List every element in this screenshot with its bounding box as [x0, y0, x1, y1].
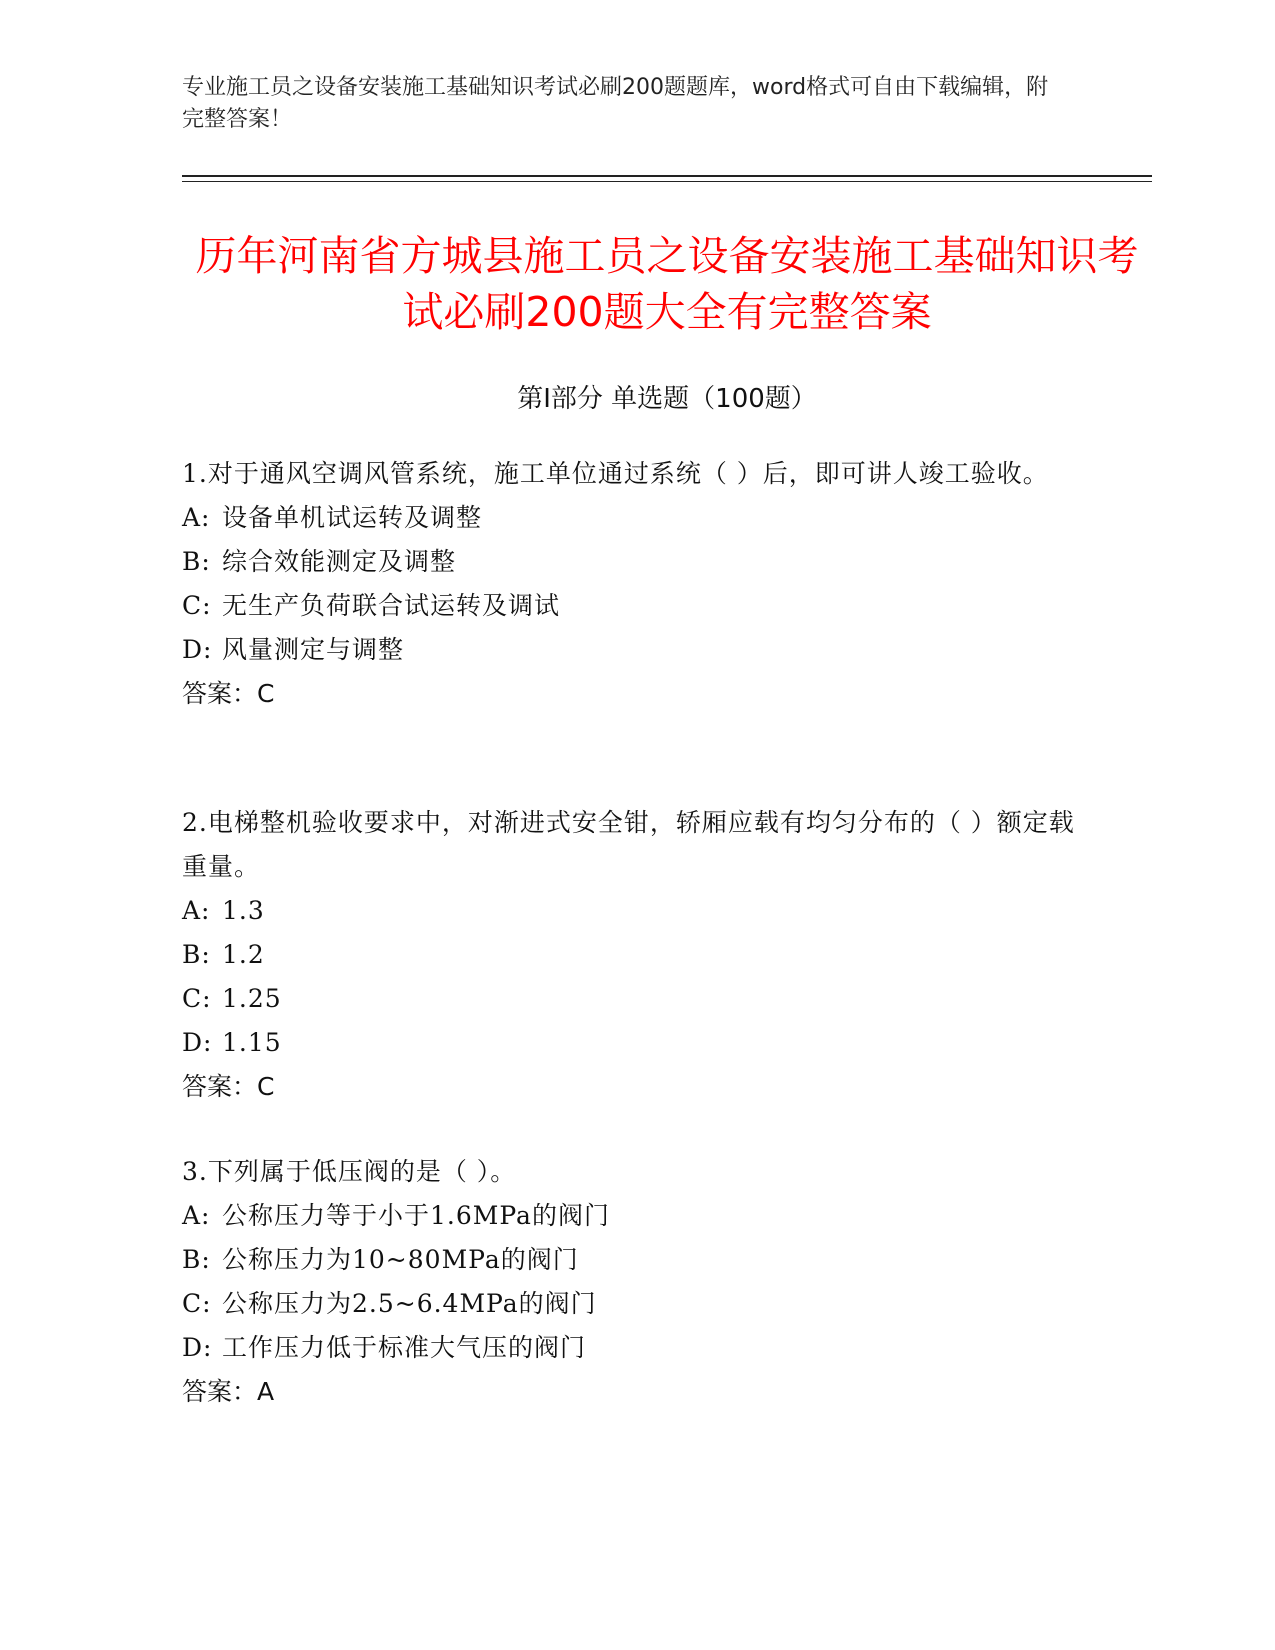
option-text: 1.15 [222, 1028, 282, 1057]
option-text: 1.25 [222, 984, 282, 1013]
answer-label: 答案： [182, 1072, 258, 1101]
answer-value: C [257, 679, 275, 708]
option-letter: C: [182, 1289, 212, 1318]
option-c [182, 584, 1082, 628]
option-d [182, 1021, 1082, 1065]
option-d [182, 628, 1082, 672]
answer-value: A [257, 1377, 275, 1406]
option-b [182, 933, 1082, 977]
option-text: 风量测定与调整 [222, 635, 405, 664]
option-c [182, 1282, 1082, 1326]
option-text: 1.2 [222, 940, 265, 969]
option-letter: B: [182, 547, 211, 576]
option-text: 公称压力为10~80MPa的阀门 [222, 1245, 579, 1274]
option-a [182, 496, 1082, 540]
option-letter: D: [182, 1333, 213, 1362]
option-letter: A: [182, 1201, 211, 1230]
option-letter: C: [182, 984, 212, 1013]
answer-line [182, 672, 1082, 716]
answer-label: 答案： [182, 679, 258, 708]
answer-value: C [257, 1072, 275, 1101]
question-stem: 3.下列属于低压阀的是（ ）。 [182, 1157, 517, 1186]
option-b [182, 540, 1082, 584]
option-letter: A: [182, 503, 211, 532]
option-letter: D: [182, 1028, 213, 1057]
header-note: 专业施工员之设备安装施工基础知识考试必刷200题题库，word格式可自由下载编辑，附完整答案！ [182, 75, 1049, 132]
option-text: 设备单机试运转及调整 [222, 503, 483, 532]
question-stem: 1.对于通风空调风管系统，施工单位通过系统（ ）后，即可讲人竣工验收。 [182, 459, 1049, 488]
option-text: 公称压力等于小于1.6MPa的阀门 [222, 1201, 610, 1230]
option-a [182, 1194, 1082, 1238]
answer-line [182, 1370, 1082, 1414]
option-b [182, 1238, 1082, 1282]
answer-label: 答案： [182, 1377, 258, 1406]
option-letter: A: [182, 896, 211, 925]
option-text: 公称压力为2.5~6.4MPa的阀门 [222, 1289, 597, 1318]
section-heading: 第Ⅰ部分 单选题（100题） [517, 384, 817, 414]
option-text: 无生产负荷联合试运转及调试 [222, 591, 561, 620]
question-stem: 2.电梯整机验收要求中，对渐进式安全钳，轿厢应载有均匀分布的（ ）额定载重量。 [182, 808, 1075, 881]
option-letter: B: [182, 940, 211, 969]
header-rule-thin [182, 181, 1152, 182]
option-d [182, 1326, 1082, 1370]
question-2 [182, 801, 1082, 1109]
option-letter: D: [182, 635, 213, 664]
header-rule-thick [182, 175, 1152, 177]
question-1 [182, 452, 1082, 716]
answer-line [182, 1065, 1082, 1109]
option-letter: B: [182, 1245, 211, 1274]
option-c [182, 977, 1082, 1021]
question-3 [182, 1150, 1082, 1414]
option-a [182, 889, 1082, 933]
document-title: 历年河南省方城县施工员之设备安装施工基础知识考试必刷200题大全有完整答案 [195, 232, 1139, 336]
option-letter: C: [182, 591, 212, 620]
option-text: 工作压力低于标准大气压的阀门 [222, 1333, 587, 1362]
option-text: 1.3 [222, 896, 265, 925]
option-text: 综合效能测定及调整 [222, 547, 457, 576]
